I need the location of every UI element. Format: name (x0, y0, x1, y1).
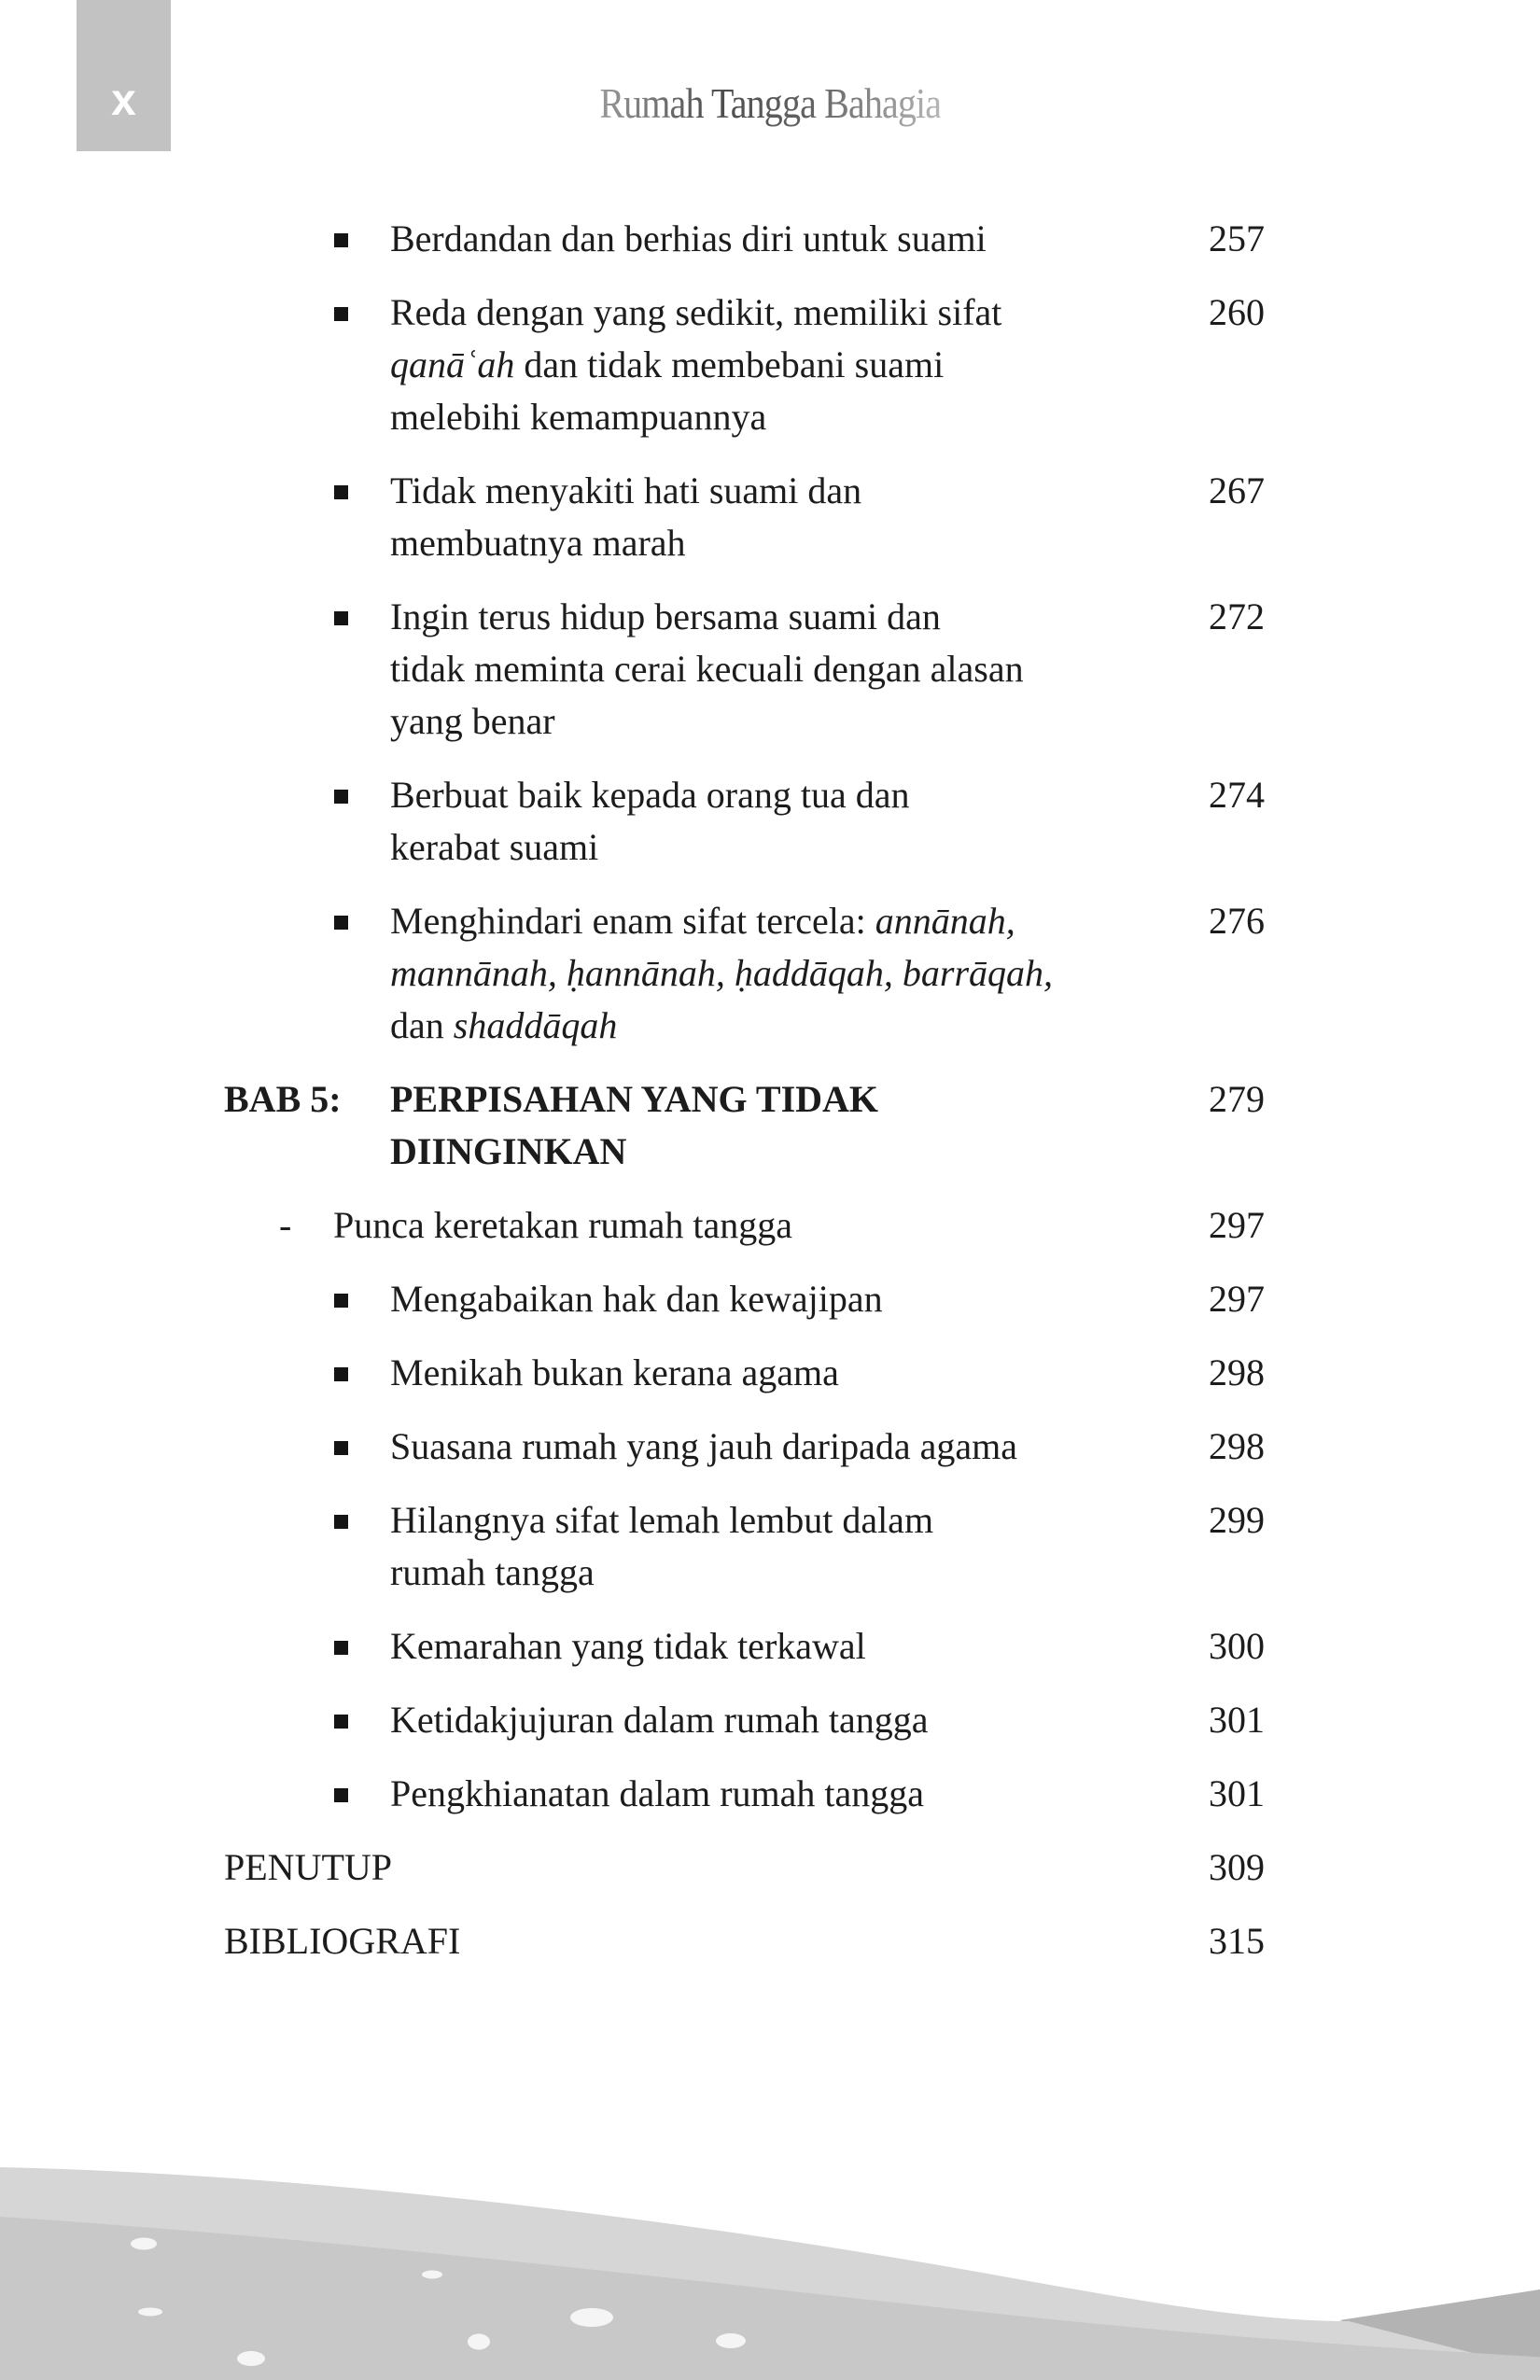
entry-text (333, 1199, 1162, 1252)
footer-decoration (0, 2100, 1540, 2380)
toc-entry (224, 1347, 1265, 1399)
chapter-label: BAB 5: (224, 1078, 342, 1120)
square-bullet-icon (334, 1715, 348, 1729)
text-line: qanāʿah dan tidak membebani suami (390, 343, 945, 385)
square-bullet-icon (334, 1441, 348, 1455)
entry-page-number: 260 (1209, 291, 1265, 333)
entry-page-number: 279 (1209, 1078, 1265, 1120)
page-number: x (111, 76, 136, 125)
square-bullet-icon (334, 790, 348, 804)
running-title: Rumah Tangga Bahagia (599, 79, 941, 127)
toc-entry (224, 213, 1265, 265)
entry-text (390, 1694, 1162, 1746)
toc-entry (224, 1494, 1265, 1599)
entry-text (390, 895, 1162, 1052)
entry-text (390, 1073, 1162, 1178)
entry-marker (224, 1620, 390, 1673)
square-bullet-icon (334, 1788, 348, 1802)
square-bullet-icon (334, 1367, 348, 1381)
entry-marker (224, 1421, 390, 1473)
text-line: yang benar (390, 700, 555, 742)
toc-entry (224, 465, 1265, 569)
entry-page-number: 298 (1209, 1351, 1265, 1393)
entry-marker (224, 1694, 390, 1746)
entry-page-number: 298 (1209, 1425, 1265, 1467)
entry-marker (224, 769, 390, 874)
entry-page-number: 297 (1209, 1278, 1265, 1320)
text-line: DIINGINKAN (390, 1130, 627, 1172)
entry-text (390, 1494, 1162, 1599)
toc-entry (224, 1768, 1265, 1820)
square-bullet-icon (334, 1641, 348, 1655)
entry-page-number: 300 (1209, 1625, 1265, 1667)
square-bullet-icon (334, 485, 348, 499)
entry-text (390, 287, 1162, 443)
entry-text (390, 1273, 1162, 1325)
text-line: Menikah bukan kerana agama (390, 1351, 839, 1393)
text-line: Pengkhianatan dalam rumah tangga (390, 1772, 925, 1814)
text-line: Menghindari enam sifat tercela: annānah, (390, 900, 1015, 942)
text-line: Hilangnya sifat lemah lembut dalam (390, 1499, 934, 1541)
text-line: Berdandan dan berhias diri untuk suami (390, 217, 987, 259)
toc-entry (224, 895, 1265, 1052)
text-line: Ingin terus hidup bersama suami dan (390, 595, 941, 637)
entry-page-number: 297 (1209, 1204, 1265, 1246)
entry-marker (224, 895, 390, 1052)
entry-text (390, 1421, 1162, 1473)
toc-entry (224, 1421, 1265, 1473)
entry-page-number: 309 (1209, 1846, 1265, 1888)
entry-page-number: 274 (1209, 774, 1265, 816)
entry-page-number: 257 (1209, 217, 1265, 259)
entry-marker (224, 1768, 390, 1820)
entry-text (390, 213, 1162, 265)
entry-page-number: 272 (1209, 595, 1265, 637)
entry-text (390, 465, 1162, 569)
entry-text (390, 769, 1162, 874)
text-line: Kemarahan yang tidak terkawal (390, 1625, 866, 1667)
dash-marker: - (279, 1204, 292, 1246)
entry-text (390, 591, 1162, 748)
entry-text (224, 1915, 1162, 1967)
text-line: Tidak menyakiti hati suami dan (390, 469, 862, 511)
text-line: tidak meminta cerai kecuali dengan alasan (390, 648, 1024, 690)
toc-entry (224, 1199, 1265, 1252)
square-bullet-icon (334, 916, 348, 930)
toc-entry (224, 1620, 1265, 1673)
entry-marker (224, 287, 390, 443)
entry-page-number: 301 (1209, 1772, 1265, 1814)
text-line: rumah tangga (390, 1551, 595, 1593)
text-line: PENUTUP (224, 1846, 393, 1888)
header (0, 78, 1540, 129)
text-line: Punca keretakan rumah tangga (333, 1204, 793, 1246)
entry-page-number: 267 (1209, 469, 1265, 511)
entry-text (390, 1620, 1162, 1673)
text-line: membuatnya marah (390, 522, 686, 564)
square-bullet-icon (334, 307, 348, 321)
text-line: dan shaddāqah (390, 1004, 618, 1046)
entry-text (224, 1841, 1162, 1894)
entry-marker (224, 465, 390, 569)
toc-entry (224, 1073, 1265, 1178)
text-line: Ketidakjujuran dalam rumah tangga (390, 1699, 929, 1741)
text-line: Reda dengan yang sedikit, memiliki sifat (390, 291, 1002, 333)
entry-page-number: 299 (1209, 1499, 1265, 1541)
text-line: melebihi kemampuannya (390, 396, 767, 438)
entry-marker (224, 1273, 390, 1325)
entry-marker (224, 213, 390, 265)
text-line: Suasana rumah yang jauh daripada agama (390, 1425, 1017, 1467)
toc-list (224, 213, 1265, 1989)
text-line: kerabat suami (390, 826, 599, 868)
toc-entry (224, 769, 1265, 874)
text-line: BIBLIOGRAFI (224, 1920, 461, 1962)
toc-entry (224, 1694, 1265, 1746)
text-line: mannānah, ḥannānah, ḥaddāqah, barrāqah, (390, 952, 1054, 994)
toc-entry (224, 1273, 1265, 1325)
toc-entry (224, 1841, 1265, 1894)
entry-marker (224, 591, 390, 748)
text-line: PERPISAHAN YANG TIDAK (390, 1078, 879, 1120)
square-bullet-icon (334, 1515, 348, 1529)
entry-page-number: 276 (1209, 900, 1265, 942)
square-bullet-icon (334, 1294, 348, 1308)
entry-text (390, 1768, 1162, 1820)
toc-entry (224, 591, 1265, 748)
text-line: Mengabaikan hak dan kewajipan (390, 1278, 883, 1320)
entry-page-number: 301 (1209, 1699, 1265, 1741)
entry-marker (224, 1494, 390, 1599)
toc-entry (224, 1915, 1265, 1967)
entry-page-number: 315 (1209, 1920, 1265, 1962)
toc-entry (224, 287, 1265, 443)
entry-marker (224, 1347, 390, 1399)
square-bullet-icon (334, 233, 348, 247)
entry-text (390, 1347, 1162, 1399)
square-bullet-icon (334, 611, 348, 625)
text-line: Berbuat baik kepada orang tua dan (390, 774, 910, 816)
